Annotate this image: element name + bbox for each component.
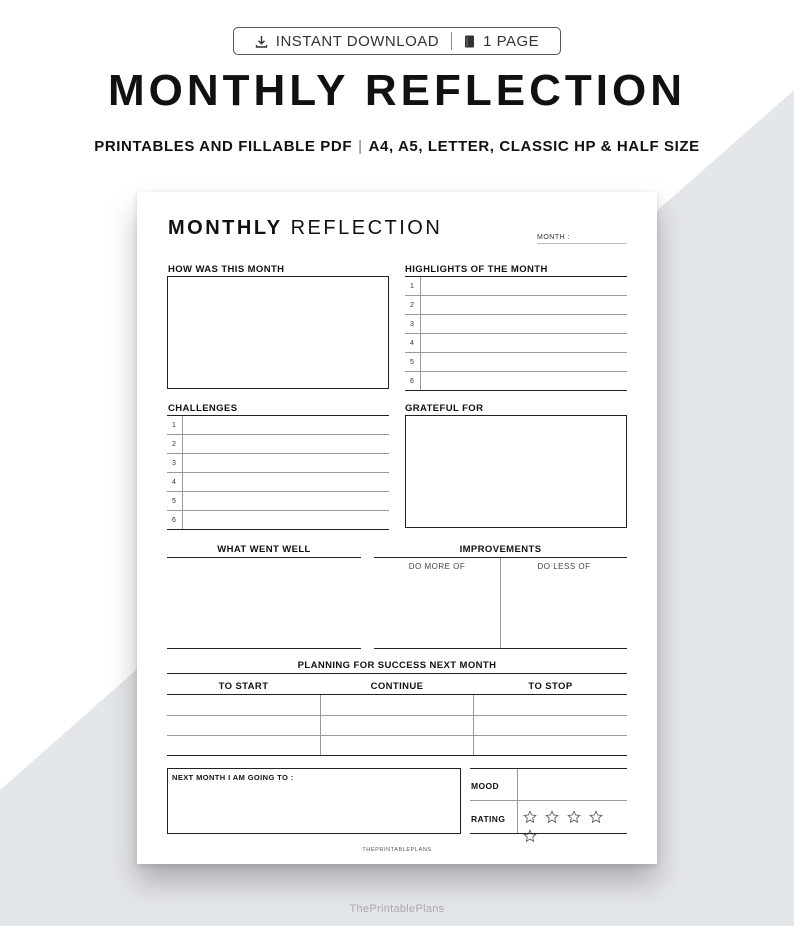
challenges-list bbox=[167, 416, 389, 530]
highlights-number: 1 bbox=[405, 277, 421, 295]
planning-bottom-rule bbox=[167, 755, 627, 756]
continue-area[interactable] bbox=[321, 695, 473, 755]
sheet-title-light: REFLECTION bbox=[290, 217, 443, 239]
highlights-number: 5 bbox=[405, 353, 421, 371]
rating-stars bbox=[523, 810, 627, 826]
challenges-row[interactable] bbox=[167, 473, 389, 492]
highlights-number: 3 bbox=[405, 315, 421, 333]
highlights-number: 6 bbox=[405, 372, 421, 390]
sheet-title bbox=[168, 217, 442, 240]
star-icon[interactable] bbox=[545, 810, 559, 824]
planner-sheet bbox=[137, 192, 657, 864]
grateful-label: GRATEFUL FOR bbox=[405, 403, 484, 414]
month-field[interactable] bbox=[537, 243, 627, 244]
subtitle bbox=[0, 138, 794, 155]
how-was-label: HOW WAS THIS MONTH bbox=[168, 264, 285, 275]
improvements-label: IMPROVEMENTS bbox=[459, 544, 542, 555]
highlights-list bbox=[405, 277, 627, 391]
format-badge bbox=[233, 27, 561, 55]
rating-bottom-rule bbox=[470, 833, 627, 834]
highlights-number: 2 bbox=[405, 296, 421, 314]
star-icon[interactable] bbox=[523, 810, 537, 824]
subtitle-formats: PRINTABLES AND FILLABLE PDF bbox=[94, 138, 353, 155]
instant-download-text: INSTANT DOWNLOAD bbox=[275, 32, 440, 50]
download-icon bbox=[255, 35, 268, 48]
challenges-number: 4 bbox=[167, 473, 183, 491]
highlights-number: 4 bbox=[405, 334, 421, 352]
mood-field[interactable] bbox=[518, 769, 627, 800]
challenges-number: 1 bbox=[167, 416, 183, 434]
challenges-label: CHALLENGES bbox=[168, 403, 238, 414]
page-icon bbox=[464, 35, 475, 48]
challenges-row[interactable] bbox=[167, 454, 389, 473]
improvements-bottom-rule bbox=[374, 648, 627, 649]
mood-label: MOOD bbox=[471, 781, 500, 791]
next-month-label: NEXT MONTH I AM GOING TO : bbox=[172, 773, 294, 782]
do-less-label: DO LESS OF bbox=[537, 562, 591, 571]
highlights-row[interactable] bbox=[405, 372, 627, 391]
highlights-row[interactable] bbox=[405, 334, 627, 353]
challenges-row[interactable] bbox=[167, 416, 389, 435]
planning-label: PLANNING FOR SUCCESS NEXT MONTH bbox=[297, 660, 497, 671]
main-title: MONTHLY REFLECTION bbox=[107, 66, 687, 115]
star-icon[interactable] bbox=[589, 810, 603, 824]
highlights-row[interactable] bbox=[405, 277, 627, 296]
went-well-area[interactable] bbox=[167, 558, 361, 648]
planning-top-rule bbox=[167, 673, 627, 674]
star-icon[interactable] bbox=[523, 829, 537, 843]
challenges-row[interactable] bbox=[167, 492, 389, 511]
mood-rating-col-divider bbox=[517, 769, 518, 833]
badge-divider bbox=[451, 32, 452, 50]
challenges-row[interactable] bbox=[167, 511, 389, 530]
month-label: MONTH : bbox=[537, 234, 571, 241]
highlights-label: HIGHLIGHTS OF THE MONTH bbox=[405, 264, 548, 275]
challenges-number: 5 bbox=[167, 492, 183, 510]
sheet-title-bold: MONTHLY bbox=[168, 217, 283, 239]
to-stop-area[interactable] bbox=[474, 695, 627, 755]
subtitle-sizes: A4, A5, LETTER, CLASSIC HP & HALF SIZE bbox=[368, 138, 700, 155]
subtitle-divider: | bbox=[358, 138, 363, 155]
to-start-area[interactable] bbox=[167, 695, 320, 755]
to-start-header: TO START bbox=[218, 681, 269, 692]
do-less-area[interactable] bbox=[501, 574, 627, 648]
star-icon[interactable] bbox=[567, 810, 581, 824]
do-more-area[interactable] bbox=[374, 574, 500, 648]
do-more-label: DO MORE OF bbox=[408, 562, 466, 571]
mood-rating-divider bbox=[470, 800, 627, 801]
went-well-bottom-rule bbox=[167, 648, 361, 649]
to-stop-header: TO STOP bbox=[528, 681, 573, 692]
challenges-number: 6 bbox=[167, 511, 183, 529]
watermark: ThePrintablePlans bbox=[349, 903, 445, 915]
rating-label: RATING bbox=[471, 814, 506, 824]
highlights-row[interactable] bbox=[405, 315, 627, 334]
sheet-brand: THEPRINTABLEPLANS bbox=[362, 847, 432, 853]
went-well-label: WHAT WENT WELL bbox=[217, 544, 311, 555]
page-count-text: 1 PAGE bbox=[483, 32, 540, 50]
challenges-row[interactable] bbox=[167, 435, 389, 454]
continue-header: CONTINUE bbox=[370, 681, 424, 692]
highlights-row[interactable] bbox=[405, 353, 627, 372]
challenges-number: 2 bbox=[167, 435, 183, 453]
how-was-box[interactable] bbox=[167, 276, 389, 389]
challenges-number: 3 bbox=[167, 454, 183, 472]
highlights-row[interactable] bbox=[405, 296, 627, 315]
grateful-box[interactable] bbox=[405, 415, 627, 528]
